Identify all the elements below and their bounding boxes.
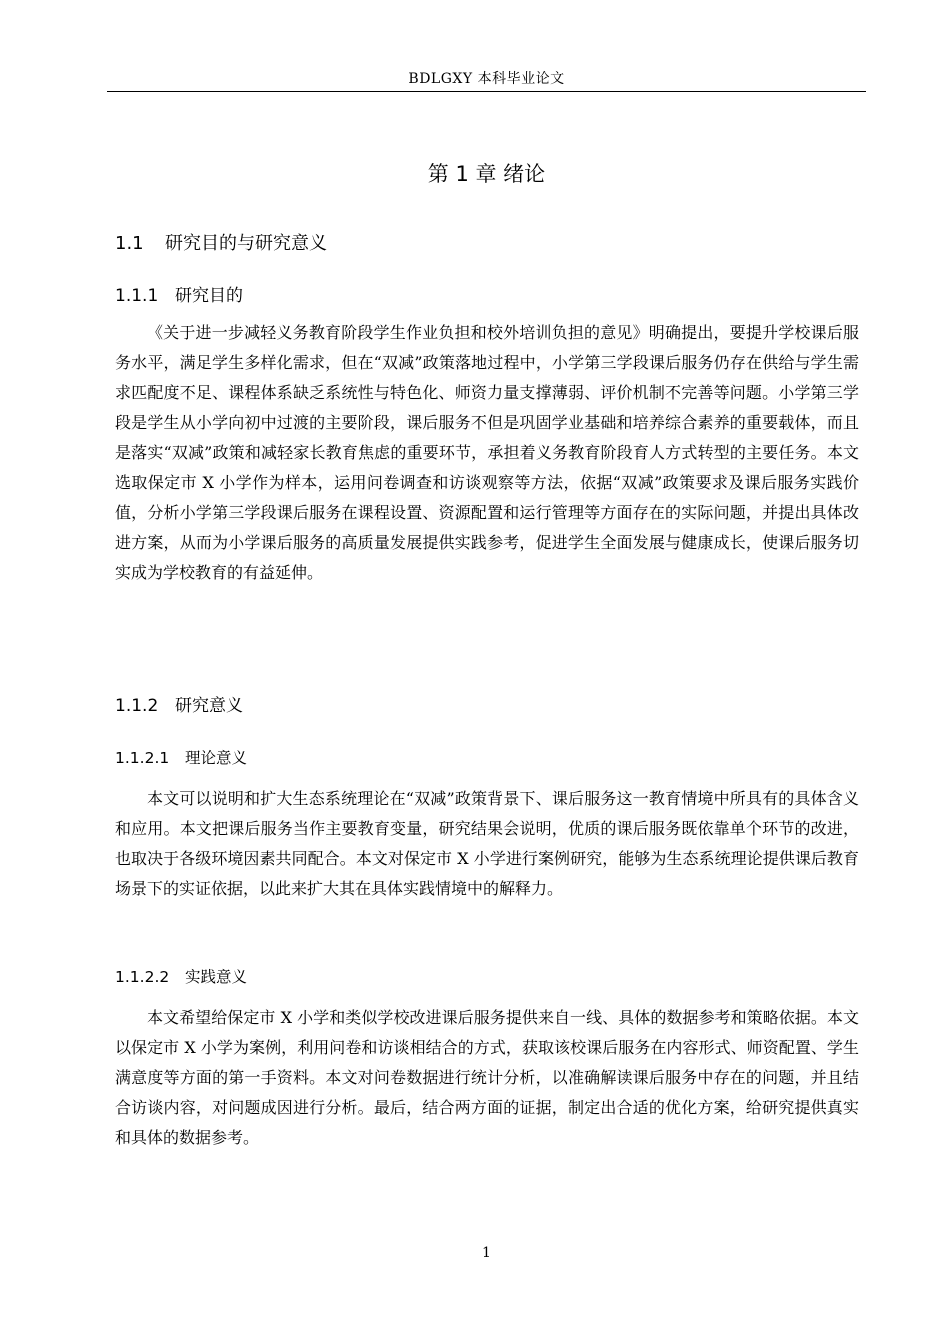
- paragraph-theoretical-significance: 本文可以说明和扩大生态系统理论在“双减”政策背景下、课后服务这一教育情境中所具有的具体含义和应用。本文把课后服务当作主要教育变量，研究结果会说明，优质的课后服务既依靠单个环节的改进，也取决于各级环境因素共同配合。本文对保定市 X 小学进行案例研究，能够为生态系统理论提供课后教育场景下的实证依据，以此来扩大其在具体实践情境中的解释力。: [115, 789, 859, 898]
- section-number: 1.1.2: [115, 696, 159, 716]
- section-heading-1-1-2: [115, 695, 243, 717]
- section-title: 实践意义: [185, 968, 248, 986]
- header-rule: [107, 91, 866, 92]
- section-heading-1-1-2-1: [115, 748, 247, 768]
- page-number: 1: [482, 1245, 491, 1261]
- section-heading-1-1: [115, 232, 327, 256]
- section-title: 理论意义: [185, 749, 248, 767]
- section-title: 研究目的与研究意义: [165, 233, 327, 254]
- section-number: 1.1.2.1: [115, 749, 170, 767]
- section-number: 1.1: [115, 233, 144, 254]
- chapter-title: 第 1 章 绪论: [427, 162, 546, 186]
- section-title: 研究目的: [175, 286, 243, 306]
- paragraph-practical-significance: 本文希望给保定市 X 小学和类似学校改进课后服务提供来自一线、具体的数据参考和策略依据。本文以保定市 X 小学为案例，利用问卷和访谈相结合的方式，获取该校课后服务在内容形式、师资配置、学生满意度等方面的第一手资料。本文对问卷数据进行统计分析，以准确解读课后服务中存在的问题，并且结合访谈内容，对问题成因进行分析。最后，结合两方面的证据，制定出合适的优化方案，给研究提供真实和具体的数据参考。: [115, 1008, 859, 1147]
- running-header: BDLGXY 本科毕业论文: [408, 71, 565, 87]
- section-number: 1.1.1: [115, 286, 159, 306]
- section-heading-1-1-1: [115, 285, 243, 307]
- section-number: 1.1.2.2: [115, 968, 170, 986]
- section-heading-1-1-2-2: [115, 967, 247, 987]
- paragraph-research-purpose: 《关于进一步减轻义务教育阶段学生作业负担和校外培训负担的意见》明确提出，要提升学校课后服务水平，满足学生多样化需求，但在“双减”政策落地过程中，小学第三学段课后服务仍存在供给与学生需求匹配度不足、课程体系缺乏系统性与特色化、师资力量支撑薄弱、评价机制不完善等问题。小学第三学段是学生从小学向初中过渡的主要阶段，课后服务不但是巩固学业基础和培养综合素养的重要载体，而且是落实“双减”政策和减轻家长教育焦虑的重要环节，承担着义务教育阶段育人方式转型的主要任务。本文选取保定市 X 小学作为样本，运用问卷调查和访谈观察等方法，依据“双减”政策要求及课后服务实践价值，分析小学第三学段课后服务在课程设置、资源配置和运行管理等方面存在的实际问题，并提出具体改进方案，从而为小学课后服务的高质量发展提供实践参考，促进学生全面发展与健康成长，使课后服务切实成为学校教育的有益延伸。: [115, 323, 859, 582]
- section-title: 研究意义: [175, 696, 243, 716]
